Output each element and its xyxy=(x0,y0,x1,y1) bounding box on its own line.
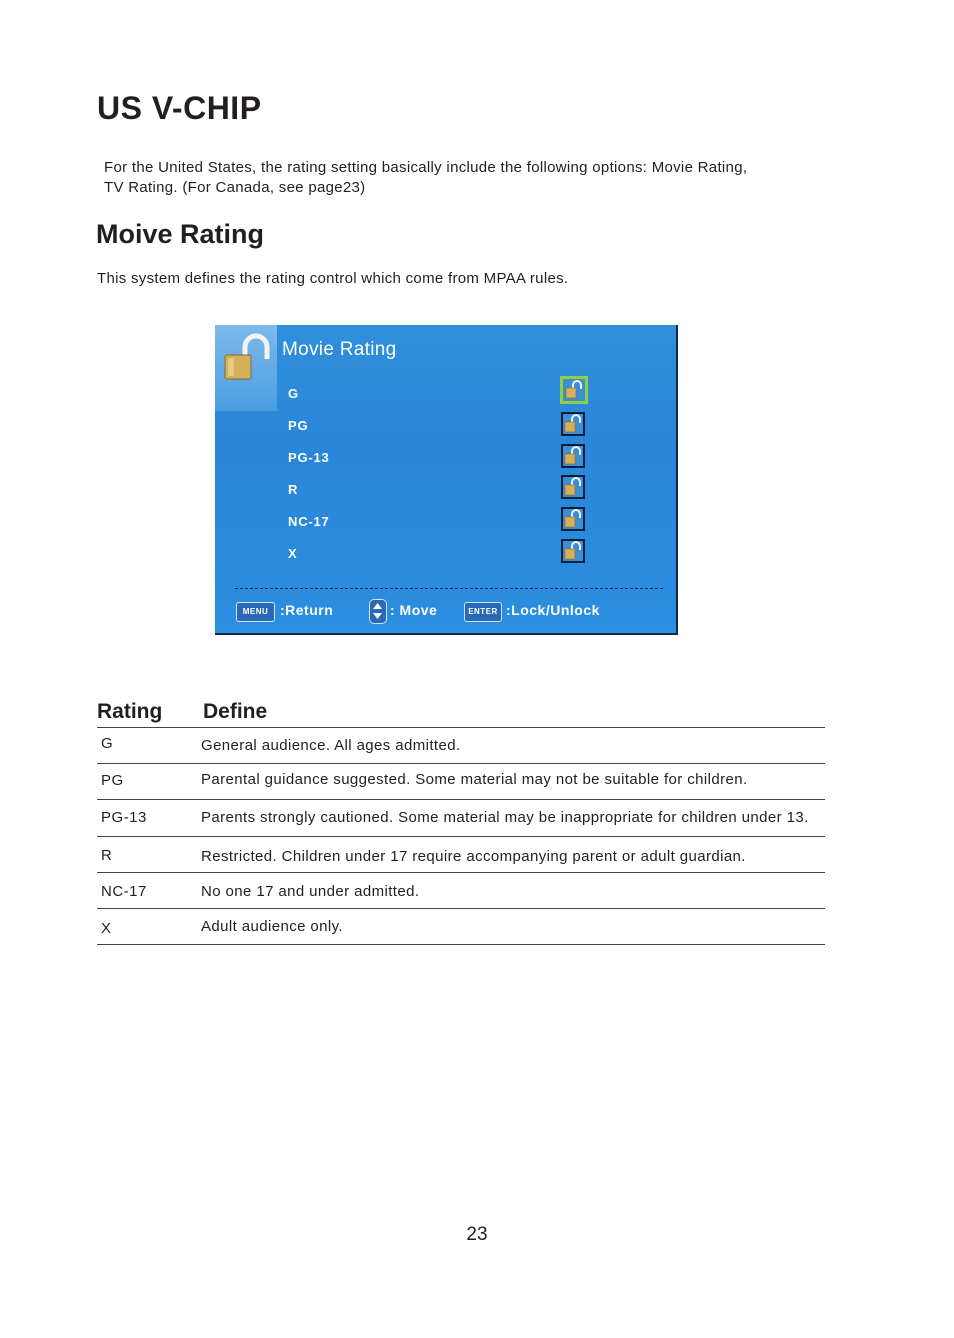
table-header-define: Define xyxy=(203,700,268,723)
lock-toggle-x[interactable] xyxy=(561,539,585,563)
table-cell-rating: PG xyxy=(101,772,124,789)
padlock-open-icon xyxy=(563,477,583,497)
osd-title: Movie Rating xyxy=(282,339,397,360)
table-cell-rating: G xyxy=(101,735,114,752)
table-header-rating: Rating xyxy=(97,700,163,723)
return-hint: :Return xyxy=(280,602,334,618)
lock-toggle-nc-17[interactable] xyxy=(561,507,585,531)
lock-toggle-pg[interactable] xyxy=(561,412,585,436)
lock-toggle-pg-13[interactable] xyxy=(561,444,585,468)
padlock-open-icon xyxy=(563,446,583,466)
movie-rating-osd xyxy=(215,325,678,635)
table-divider xyxy=(97,944,825,945)
table-cell-define: Parents strongly cautioned. Some material may be inappropriate for children under 13. xyxy=(201,809,809,826)
page-number: 23 xyxy=(466,1224,488,1245)
table-cell-rating: R xyxy=(101,847,113,864)
lock-toggle-r[interactable] xyxy=(561,475,585,499)
table-divider xyxy=(97,872,825,873)
table-cell-define: General audience. All ages admitted. xyxy=(201,737,461,754)
osd-divider xyxy=(235,588,663,589)
table-divider xyxy=(97,799,825,800)
lock-unlock-hint: :Lock/Unlock xyxy=(506,602,600,618)
padlock-open-icon xyxy=(563,541,583,561)
table-cell-define: No one 17 and under admitted. xyxy=(201,883,420,900)
section-title: Moive Rating xyxy=(96,219,265,249)
intro-line-1: For the United States, the rating setting basically include the following options: Movie Rating, xyxy=(104,159,748,176)
padlock-open-icon xyxy=(563,509,583,529)
table-cell-rating: X xyxy=(101,920,112,937)
osd-item-g[interactable]: G xyxy=(288,386,299,401)
table-cell-define: Restricted. Children under 17 require accompanying parent or adult guardian. xyxy=(201,848,746,865)
osd-item-pg[interactable]: PG xyxy=(288,418,309,433)
padlock-open-icon xyxy=(563,379,585,401)
table-cell-define: Adult audience only. xyxy=(201,918,343,935)
table-divider xyxy=(97,727,825,728)
page-title: US V-CHIP xyxy=(97,90,262,126)
table-cell-define: Parental guidance suggested. Some material may not be suitable for children. xyxy=(201,771,748,788)
osd-item-nc-17[interactable]: NC-17 xyxy=(288,514,330,529)
osd-item-r[interactable]: R xyxy=(288,482,299,497)
lock-toggle-g[interactable] xyxy=(560,376,588,404)
table-divider xyxy=(97,908,825,909)
table-cell-rating: NC-17 xyxy=(101,883,147,900)
padlock-open-icon xyxy=(215,325,277,411)
section-description: This system defines the rating control which come from MPAA rules. xyxy=(97,270,569,287)
table-divider xyxy=(97,763,825,764)
osd-item-pg-13[interactable]: PG-13 xyxy=(288,450,330,465)
up-down-arrow-icon[interactable] xyxy=(369,599,387,624)
padlock-open-icon xyxy=(563,414,583,434)
move-hint: : Move xyxy=(390,602,438,618)
intro-paragraph xyxy=(104,158,747,198)
osd-header-icon-box xyxy=(215,325,277,411)
menu-key-button[interactable]: MENU xyxy=(236,602,275,622)
osd-item-x[interactable]: X xyxy=(288,546,298,561)
intro-line-2: TV Rating. (For Canada, see page23) xyxy=(104,179,366,196)
table-divider xyxy=(97,836,825,837)
table-cell-rating: PG-13 xyxy=(101,809,147,826)
enter-key-button[interactable]: ENTER xyxy=(464,602,502,622)
arrow-glyphs xyxy=(370,600,385,622)
